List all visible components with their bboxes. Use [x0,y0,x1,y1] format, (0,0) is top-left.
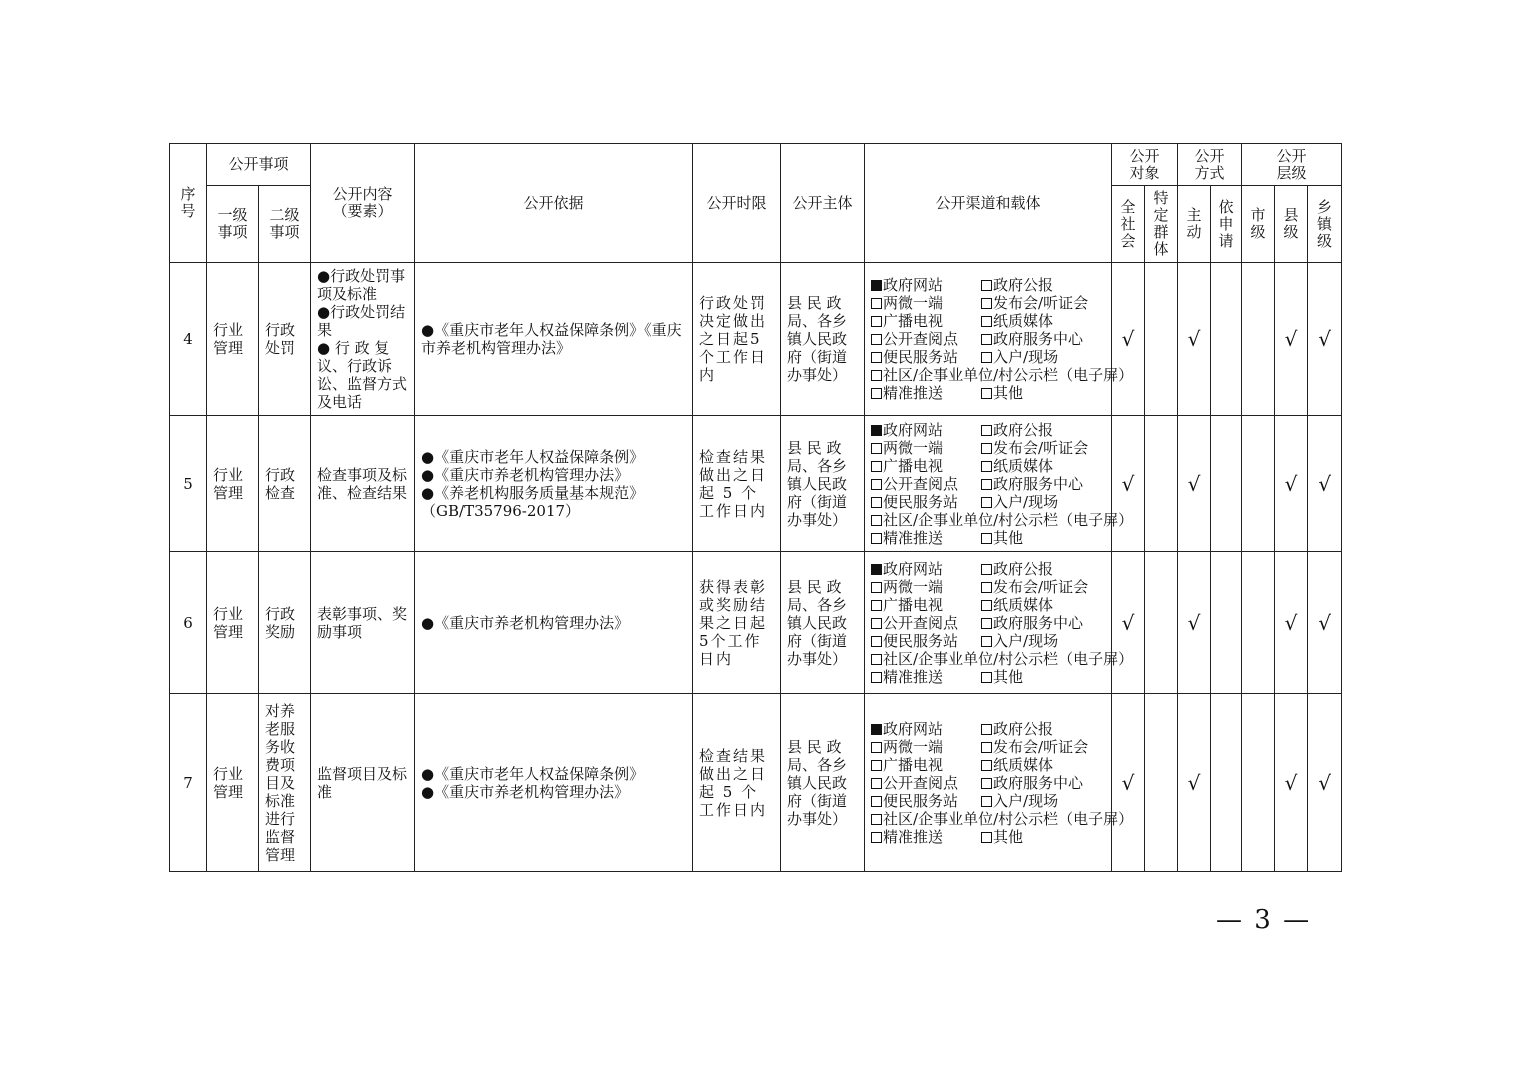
channel-gov-gazette: 政府公报 [981,276,1105,294]
checkbox-icon [871,352,882,363]
channel-broadcast-tv: 广播电视 [871,312,981,330]
check-method-request [1211,694,1242,872]
checkbox-icon [981,479,992,490]
checkbox-icon [981,425,992,436]
row-level2: 行政检查 [259,416,311,552]
check-level-city [1242,694,1275,872]
channel-gov-website: 政府网站 [871,560,981,578]
check-audience-specific [1145,416,1178,552]
channel-bulletin: 社区/企事业单位/村公示栏（电子屏） [871,810,1105,828]
channel-gov-service-center: 政府服务中心 [981,614,1105,632]
channel-gov-website: 政府网站 [871,276,981,294]
channel-public-reading: 公开查阅点 [871,330,981,348]
checkbox-icon [871,672,882,683]
row-subject: 县 民 政局、各乡镇人民政府（街道办事处） [781,694,865,872]
checkbox-icon [981,636,992,647]
check-method-request [1211,416,1242,552]
channel-gov-service-center: 政府服务中心 [981,774,1105,792]
check-method-active: √ [1178,694,1211,872]
channel-gov-gazette: 政府公报 [981,720,1105,738]
row-channels [865,263,1134,416]
row-level2: 对养老服务收费项目及标准进行监督管理 [259,694,311,872]
checkbox-icon [981,618,992,629]
header-audience-all: 全 社 会 [1112,186,1145,263]
header-audience: 公开 对象 [1112,144,1178,186]
row-time-limit: 检查结果做出之日起 5 个工作日内 [693,416,781,552]
table-row [170,694,1342,872]
check-level-county: √ [1275,416,1308,552]
row-level1: 行业管理 [207,694,259,872]
page-number: — 3 — [1216,905,1312,935]
header-level-town: 乡 镇 级 [1308,186,1342,263]
checkbox-icon [981,742,992,753]
channel-gov-service-center: 政府服务中心 [981,475,1105,493]
row-content: 表彰事项、奖励事项 [311,552,415,694]
row-seq: 7 [170,694,207,872]
checkbox-icon [871,760,882,771]
check-level-city [1242,263,1275,416]
checkbox-icon [871,832,882,843]
channel-two-micro: 两微一端 [871,294,981,312]
channel-print-media: 纸质媒体 [981,596,1105,614]
row-basis: ●《重庆市老年人权益保障条例》《重庆市养老机构管理办法》 [415,263,693,416]
header-content: 公开内容（要素） [311,144,415,263]
checkbox-icon [981,352,992,363]
header-time-limit: 公开时限 [693,144,781,263]
channel-broadcast-tv: 广播电视 [871,457,981,475]
check-method-active: √ [1178,416,1211,552]
table-row [170,552,1342,694]
check-method-request [1211,263,1242,416]
checkbox-icon [981,280,992,291]
channel-precise-push: 精准推送 [871,529,981,547]
checkbox-icon [981,298,992,309]
channel-door-to-door: 入户/现场 [981,632,1105,650]
checkbox-icon [871,298,882,309]
channel-public-reading: 公开查阅点 [871,774,981,792]
row-level2: 行政奖励 [259,552,311,694]
channel-other: 其他 [981,668,1105,686]
channel-two-micro: 两微一端 [871,738,981,756]
row-channels [865,694,1134,872]
channel-print-media: 纸质媒体 [981,756,1105,774]
row-content: 监督项目及标准 [311,694,415,872]
header-seq: 序 号 [170,144,207,263]
check-level-county: √ [1275,694,1308,872]
table-row [170,416,1342,552]
row-content: 检查事项及标准、检查结果 [311,416,415,552]
header-level: 公开 层级 [1242,144,1342,186]
checkbox-icon [871,796,882,807]
channel-press-hearing: 发布会/听证会 [981,439,1105,457]
channel-public-reading: 公开查阅点 [871,475,981,493]
row-basis: ●《重庆市老年人权益保障条例》 ●《重庆市养老机构管理办法》 ●《养老机构服务质量基本规范》（GB/T35796-2017） [415,416,693,552]
row-seq: 5 [170,416,207,552]
header-subject: 公开主体 [781,144,865,263]
checkbox-icon [981,316,992,327]
check-method-active: √ [1178,552,1211,694]
row-level1: 行业管理 [207,263,259,416]
channel-door-to-door: 入户/现场 [981,792,1105,810]
checkbox-icon [871,370,882,381]
channel-press-hearing: 发布会/听证会 [981,738,1105,756]
checkbox-icon [981,564,992,575]
checkbox-icon [871,533,882,544]
channel-precise-push: 精准推送 [871,384,981,402]
checkbox-icon [871,636,882,647]
channel-other: 其他 [981,384,1105,402]
row-channels [865,416,1134,552]
check-level-county: √ [1275,552,1308,694]
checkbox-icon [871,443,882,454]
row-time-limit: 行政处罚决定做出之日起5个工作日内 [693,263,781,416]
channel-gov-website: 政府网站 [871,421,981,439]
row-channels [865,552,1134,694]
table-row [170,263,1342,416]
check-level-city [1242,416,1275,552]
checkbox-icon [871,724,882,735]
channel-press-hearing: 发布会/听证会 [981,294,1105,312]
checkbox-icon [981,461,992,472]
checkbox-icon [981,832,992,843]
channel-gov-website: 政府网站 [871,720,981,738]
channel-broadcast-tv: 广播电视 [871,596,981,614]
checkbox-icon [981,443,992,454]
checkbox-icon [871,316,882,327]
channel-precise-push: 精准推送 [871,828,981,846]
channel-door-to-door: 入户/现场 [981,493,1105,511]
checkbox-icon [981,672,992,683]
checkbox-icon [981,600,992,611]
channel-press-hearing: 发布会/听证会 [981,578,1105,596]
check-audience-specific [1145,552,1178,694]
checkbox-icon [871,280,882,291]
channel-door-to-door: 入户/现场 [981,348,1105,366]
checkbox-icon [981,497,992,508]
channel-bulletin: 社区/企事业单位/村公示栏（电子屏） [871,511,1105,529]
header-matter: 公开事项 [207,144,311,186]
channel-print-media: 纸质媒体 [981,457,1105,475]
header-method-request: 依 申 请 [1211,186,1242,263]
checkbox-icon [871,497,882,508]
checkbox-icon [871,654,882,665]
header-basis: 公开依据 [415,144,693,263]
channel-two-micro: 两微一端 [871,578,981,596]
check-level-town: √ [1308,416,1342,552]
disclosure-table [169,143,1342,872]
check-level-county: √ [1275,263,1308,416]
header-method-active: 主 动 [1178,186,1211,263]
checkbox-icon [981,582,992,593]
channel-print-media: 纸质媒体 [981,312,1105,330]
header-audience-specific: 特 定 群 体 [1145,186,1178,263]
channel-two-micro: 两微一端 [871,439,981,457]
check-audience-specific [1145,263,1178,416]
row-basis: ●《重庆市老年人权益保障条例》 ●《重庆市养老机构管理办法》 [415,694,693,872]
channel-service-station: 便民服务站 [871,493,981,511]
check-audience-specific [1145,694,1178,872]
check-method-active: √ [1178,263,1211,416]
checkbox-icon [871,814,882,825]
row-level1: 行业管理 [207,552,259,694]
check-method-request [1211,552,1242,694]
row-time-limit: 检查结果做出之日起 5 个工作日内 [693,694,781,872]
checkbox-icon [871,564,882,575]
channel-gov-gazette: 政府公报 [981,560,1105,578]
checkbox-icon [871,388,882,399]
checkbox-icon [981,388,992,399]
header-level-city: 市 级 [1242,186,1275,263]
row-basis: ●《重庆市养老机构管理办法》 [415,552,693,694]
channel-public-reading: 公开查阅点 [871,614,981,632]
check-level-town: √ [1308,694,1342,872]
header-level1: 一级事项 [207,186,259,263]
header-method: 公开 方式 [1178,144,1242,186]
checkbox-icon [871,425,882,436]
row-subject: 县 民 政局、各乡镇人民政府（街道办事处） [781,416,865,552]
check-level-town: √ [1308,552,1342,694]
checkbox-icon [871,461,882,472]
check-level-town: √ [1308,263,1342,416]
checkbox-icon [871,778,882,789]
channel-gov-gazette: 政府公报 [981,421,1105,439]
channel-precise-push: 精准推送 [871,668,981,686]
checkbox-icon [871,334,882,345]
channel-bulletin: 社区/企事业单位/村公示栏（电子屏） [871,366,1105,384]
checkbox-icon [871,582,882,593]
checkbox-icon [981,760,992,771]
row-seq: 6 [170,552,207,694]
row-level2: 行政处罚 [259,263,311,416]
row-subject: 县 民 政局、各乡镇人民政府（街道办事处） [781,263,865,416]
check-audience-all: √ [1112,694,1145,872]
checkbox-icon [871,618,882,629]
header-level2: 二级事项 [259,186,311,263]
row-level1: 行业管理 [207,416,259,552]
check-level-city [1242,552,1275,694]
checkbox-icon [871,515,882,526]
checkbox-icon [981,724,992,735]
row-seq: 4 [170,263,207,416]
channel-gov-service-center: 政府服务中心 [981,330,1105,348]
header-level-county: 县 级 [1275,186,1308,263]
channel-service-station: 便民服务站 [871,348,981,366]
checkbox-icon [981,533,992,544]
checkbox-icon [981,778,992,789]
checkbox-icon [871,479,882,490]
channel-service-station: 便民服务站 [871,792,981,810]
check-audience-all: √ [1112,416,1145,552]
row-time-limit: 获得表彰或奖励结果之日起5个工作日内 [693,552,781,694]
check-audience-all: √ [1112,263,1145,416]
channel-broadcast-tv: 广播电视 [871,756,981,774]
row-subject: 县 民 政局、各乡镇人民政府（街道办事处） [781,552,865,694]
channel-other: 其他 [981,828,1105,846]
header-channels: 公开渠道和载体 [865,144,1112,263]
channel-service-station: 便民服务站 [871,632,981,650]
checkbox-icon [981,796,992,807]
row-content: ●行政处罚事项及标准 ●行政处罚结果 ● 行 政 复议、行政诉讼、监督方式及电话 [311,263,415,416]
checkbox-icon [871,742,882,753]
checkbox-icon [871,600,882,611]
check-audience-all: √ [1112,552,1145,694]
channel-bulletin: 社区/企事业单位/村公示栏（电子屏） [871,650,1105,668]
channel-other: 其他 [981,529,1105,547]
checkbox-icon [981,334,992,345]
